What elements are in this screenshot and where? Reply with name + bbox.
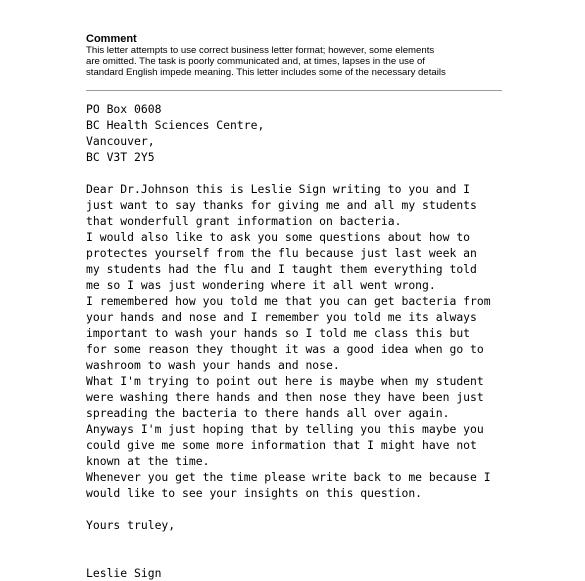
body-line: just want to say thanks for giving me and all my students — [86, 198, 477, 212]
body-line: that wonderfull grant information on bacteria. — [86, 214, 402, 228]
body-line: Anyways I'm just hoping that by telling you this maybe you — [86, 422, 484, 436]
comment-line: standard English impede meaning. This letter includes some of the necessary details — [86, 67, 446, 79]
comment-line: are omitted. The task is poorly communicated and, at times, lapses in the use of — [86, 56, 425, 68]
signature: Leslie Sign — [86, 566, 162, 580]
body-line: Whenever you get the time please write back to me because I — [86, 470, 491, 484]
comment-line: This letter attempts to use correct business letter format; however, some elements — [86, 45, 435, 56]
section-divider — [86, 90, 502, 91]
body-line: Dear Dr.Johnson this is Leslie Sign writing to you and I — [86, 182, 471, 196]
spacer — [86, 165, 581, 181]
letter-body — [86, 181, 581, 501]
address-line: Vancouver, — [86, 134, 155, 148]
closing: Yours truley, — [86, 518, 176, 532]
address-line: BC Health Sciences Centre, — [86, 118, 265, 132]
body-line: would like to see your insights on this question. — [86, 486, 423, 500]
address-line: PO Box 0608 — [86, 102, 162, 116]
address-line: BC V3T 2Y5 — [86, 150, 155, 164]
body-line: for some reason they thought it was a good idea when go to — [86, 342, 484, 356]
body-line: I would also like to ask you some questions about how to — [86, 230, 471, 244]
body-line: protectes yourself from the flu because just last week an — [86, 246, 477, 260]
body-line: could give me some more information that I might have not — [86, 438, 477, 452]
spacer — [86, 533, 581, 565]
body-line: I remembered how you told me that you can get bacteria from — [86, 294, 491, 308]
comment-block — [86, 33, 506, 79]
body-line: were washing there hands and then nose they have been just — [86, 390, 484, 404]
comment-heading: Comment — [86, 33, 137, 45]
body-line: me so I was just wondering where it all went wrong. — [86, 278, 436, 292]
body-line: washroom to wash your hands and nose. — [86, 358, 340, 372]
letter — [86, 101, 581, 581]
spacer — [86, 501, 581, 517]
body-line: spreading the bacteria to there hands all over again. — [86, 406, 450, 420]
body-line: What I'm trying to point out here is maybe when my student — [86, 374, 484, 388]
body-line: my students had the flu and I taught them everything told — [86, 262, 477, 276]
body-line: your hands and nose and I remember you told me its always — [86, 310, 477, 324]
address-block — [86, 101, 581, 165]
body-line: important to wash your hands so I told me class this but — [86, 326, 471, 340]
body-line: known at the time. — [86, 454, 210, 468]
